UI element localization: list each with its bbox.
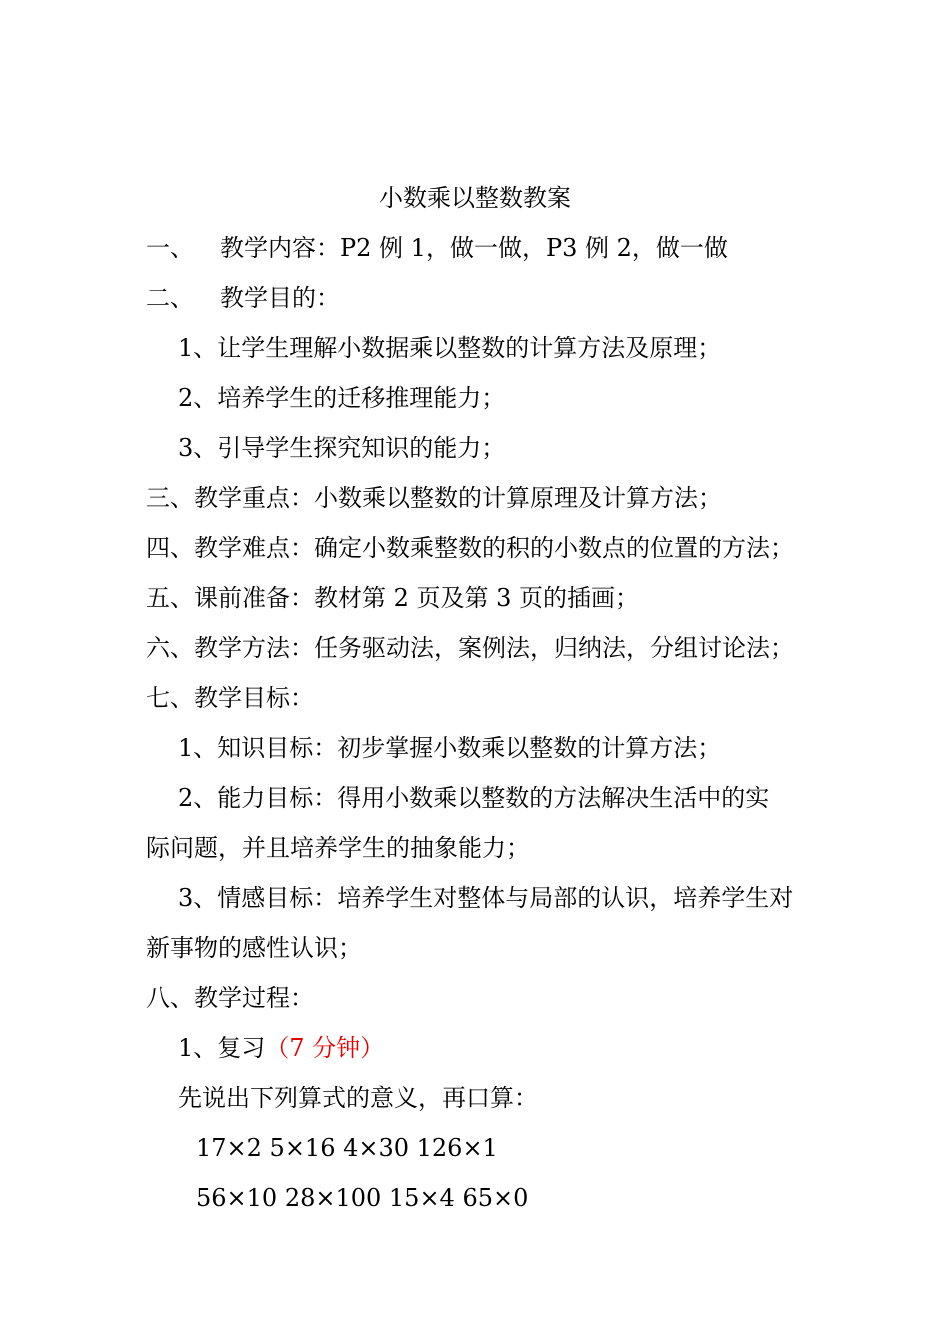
objective-emotion-line2: 新事物的感性认识； [146,934,362,962]
section-2-number: 二、 [146,284,194,312]
section-1-text: 教学内容：P2 例 1，做一做，P3 例 2，做一做 [220,234,728,262]
section-3: 三、教学重点：小数乘以整数的计算原理及计算方法； [146,484,722,512]
exercise-row-1: 17×2 5×16 4×30 126×1 [196,1134,498,1162]
section-4: 四、教学难点：确定小数乘整数的积的小数点的位置的方法； [146,534,794,562]
goal-item-2: 2、培养学生的迁移推理能力； [178,384,506,412]
objective-ability-line2: 际问题，并且培养学生的抽象能力； [146,834,530,862]
review-label: 1、复习 [178,1034,266,1062]
document-title: 小数乘以整数教案 [379,184,571,212]
review-step [178,1032,384,1064]
goal-item-1: 1、让学生理解小数据乘以整数的计算方法及原理； [178,334,722,362]
section-5: 五、课前准备：教材第 2 页及第 3 页的插画； [146,584,640,612]
section-6: 六、教学方法：任务驱动法，案例法，归纳法，分组讨论法； [146,634,794,662]
section-2 [146,282,340,314]
section-8: 八、教学过程： [146,984,314,1012]
section-7: 七、教学目标： [146,684,314,712]
objective-emotion-line1: 3、情感目标：培养学生对整体与局部的认识，培养学生对 [178,884,794,912]
review-time: （7 分钟） [265,1034,385,1062]
section-1 [146,232,728,264]
section-2-text: 教学目的： [220,284,340,312]
review-instruction: 先说出下列算式的意义，再口算： [178,1084,538,1112]
exercise-row-2: 56×10 28×100 15×4 65×0 [196,1184,529,1212]
goal-item-3: 3、引导学生探究知识的能力； [178,434,506,462]
objective-ability-line1: 2、能力目标：得用小数乘以整数的方法解决生活中的实 [178,784,770,812]
objective-knowledge: 1、知识目标：初步掌握小数乘以整数的计算方法； [178,734,722,762]
section-1-number: 一、 [146,234,194,262]
